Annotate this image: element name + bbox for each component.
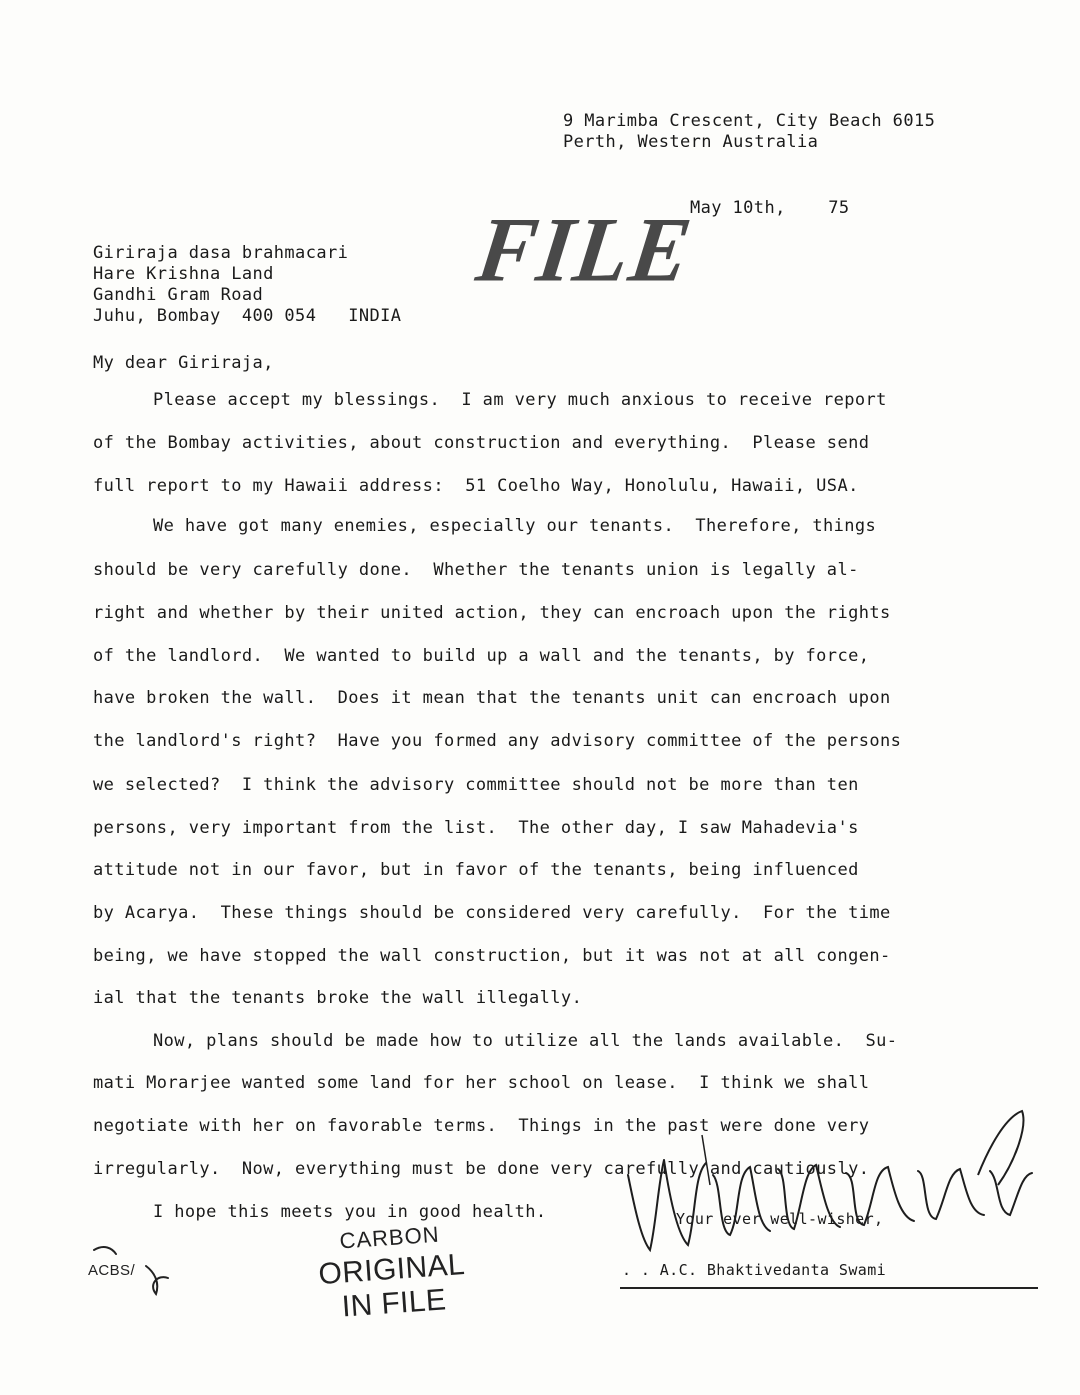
salutation: My dear Giriraja, [93, 353, 274, 373]
recipient-line-4: Juhu, Bombay 400 054 INDIA [93, 306, 402, 326]
body-line: the landlord's right? Have you formed any advisory committee of the persons [93, 731, 902, 751]
letter-date: May 10th, 75 [690, 198, 850, 218]
body-line: negotiate with her on favorable terms. Things in the past were done very [93, 1116, 870, 1136]
body-line: right and whether by their united action, they can encroach upon the rights [93, 603, 891, 623]
recipient-line-3: Gandhi Gram Road [93, 285, 264, 305]
recipient-line-2: Hare Krishna Land [93, 264, 274, 284]
carbon-stamp-line-2: ORIGINAL [317, 1247, 467, 1292]
body-line: by Acarya. These things should be considered very carefully. For the time [93, 903, 891, 923]
body-line: being, we have stopped the wall construction, but it was not at all congen- [93, 946, 891, 966]
sender-address-line-2: Perth, Western Australia [563, 132, 819, 152]
body-line: attitude not in our favor, but in favor of the tenants, being influenced [93, 860, 859, 880]
body-line: Now, plans should be made how to utilize all the lands available. Su- [153, 1031, 898, 1051]
handwritten-signature [618, 1105, 1038, 1265]
signature-name: . . A.C. Bhaktivedanta Swami [622, 1261, 887, 1279]
body-line: mati Morarjee wanted some land for her school on lease. I think we shall [93, 1073, 870, 1093]
body-line: persons, very important from the list. The other day, I saw Mahadevia's [93, 818, 859, 838]
typist-initials: ACBS/ [88, 1262, 136, 1279]
carbon-stamp-line-1: CARBON [338, 1221, 441, 1254]
carbon-original-stamp [309, 1220, 475, 1327]
carbon-stamp-line-3: IN FILE [340, 1283, 448, 1324]
body-line: irregularly. Now, everything must be done very carefully and cautiously. [93, 1159, 870, 1179]
recipient-line-1: Giriraja dasa brahmacari [93, 243, 349, 263]
body-line: of the landlord. We wanted to build up a wall and the tenants, by force, [93, 646, 870, 666]
body-line: I hope this meets you in good health. [153, 1202, 547, 1222]
body-line: ial that the tenants broke the wall illegally. [93, 988, 583, 1008]
closing: Your ever well-wisher, [676, 1210, 884, 1228]
body-line: We have got many enemies, especially our tenants. Therefore, things [153, 516, 877, 536]
file-stamp: FILE [470, 199, 699, 302]
sender-address-line-1: 9 Marimba Crescent, City Beach 6015 [563, 111, 936, 131]
body-line: Please accept my blessings. I am very much anxious to receive report [153, 390, 887, 410]
signature-line [620, 1287, 1038, 1289]
body-line: we selected? I think the advisory committee should not be more than ten [93, 775, 859, 795]
body-line: full report to my Hawaii address: 51 Coelho Way, Honolulu, Hawaii, USA. [93, 476, 859, 496]
body-line: should be very carefully done. Whether the tenants union is legally al- [93, 560, 859, 580]
body-line: of the Bombay activities, about construction and everything. Please send [93, 433, 870, 453]
body-line: have broken the wall. Does it mean that the tenants unit can encroach upon [93, 688, 891, 708]
